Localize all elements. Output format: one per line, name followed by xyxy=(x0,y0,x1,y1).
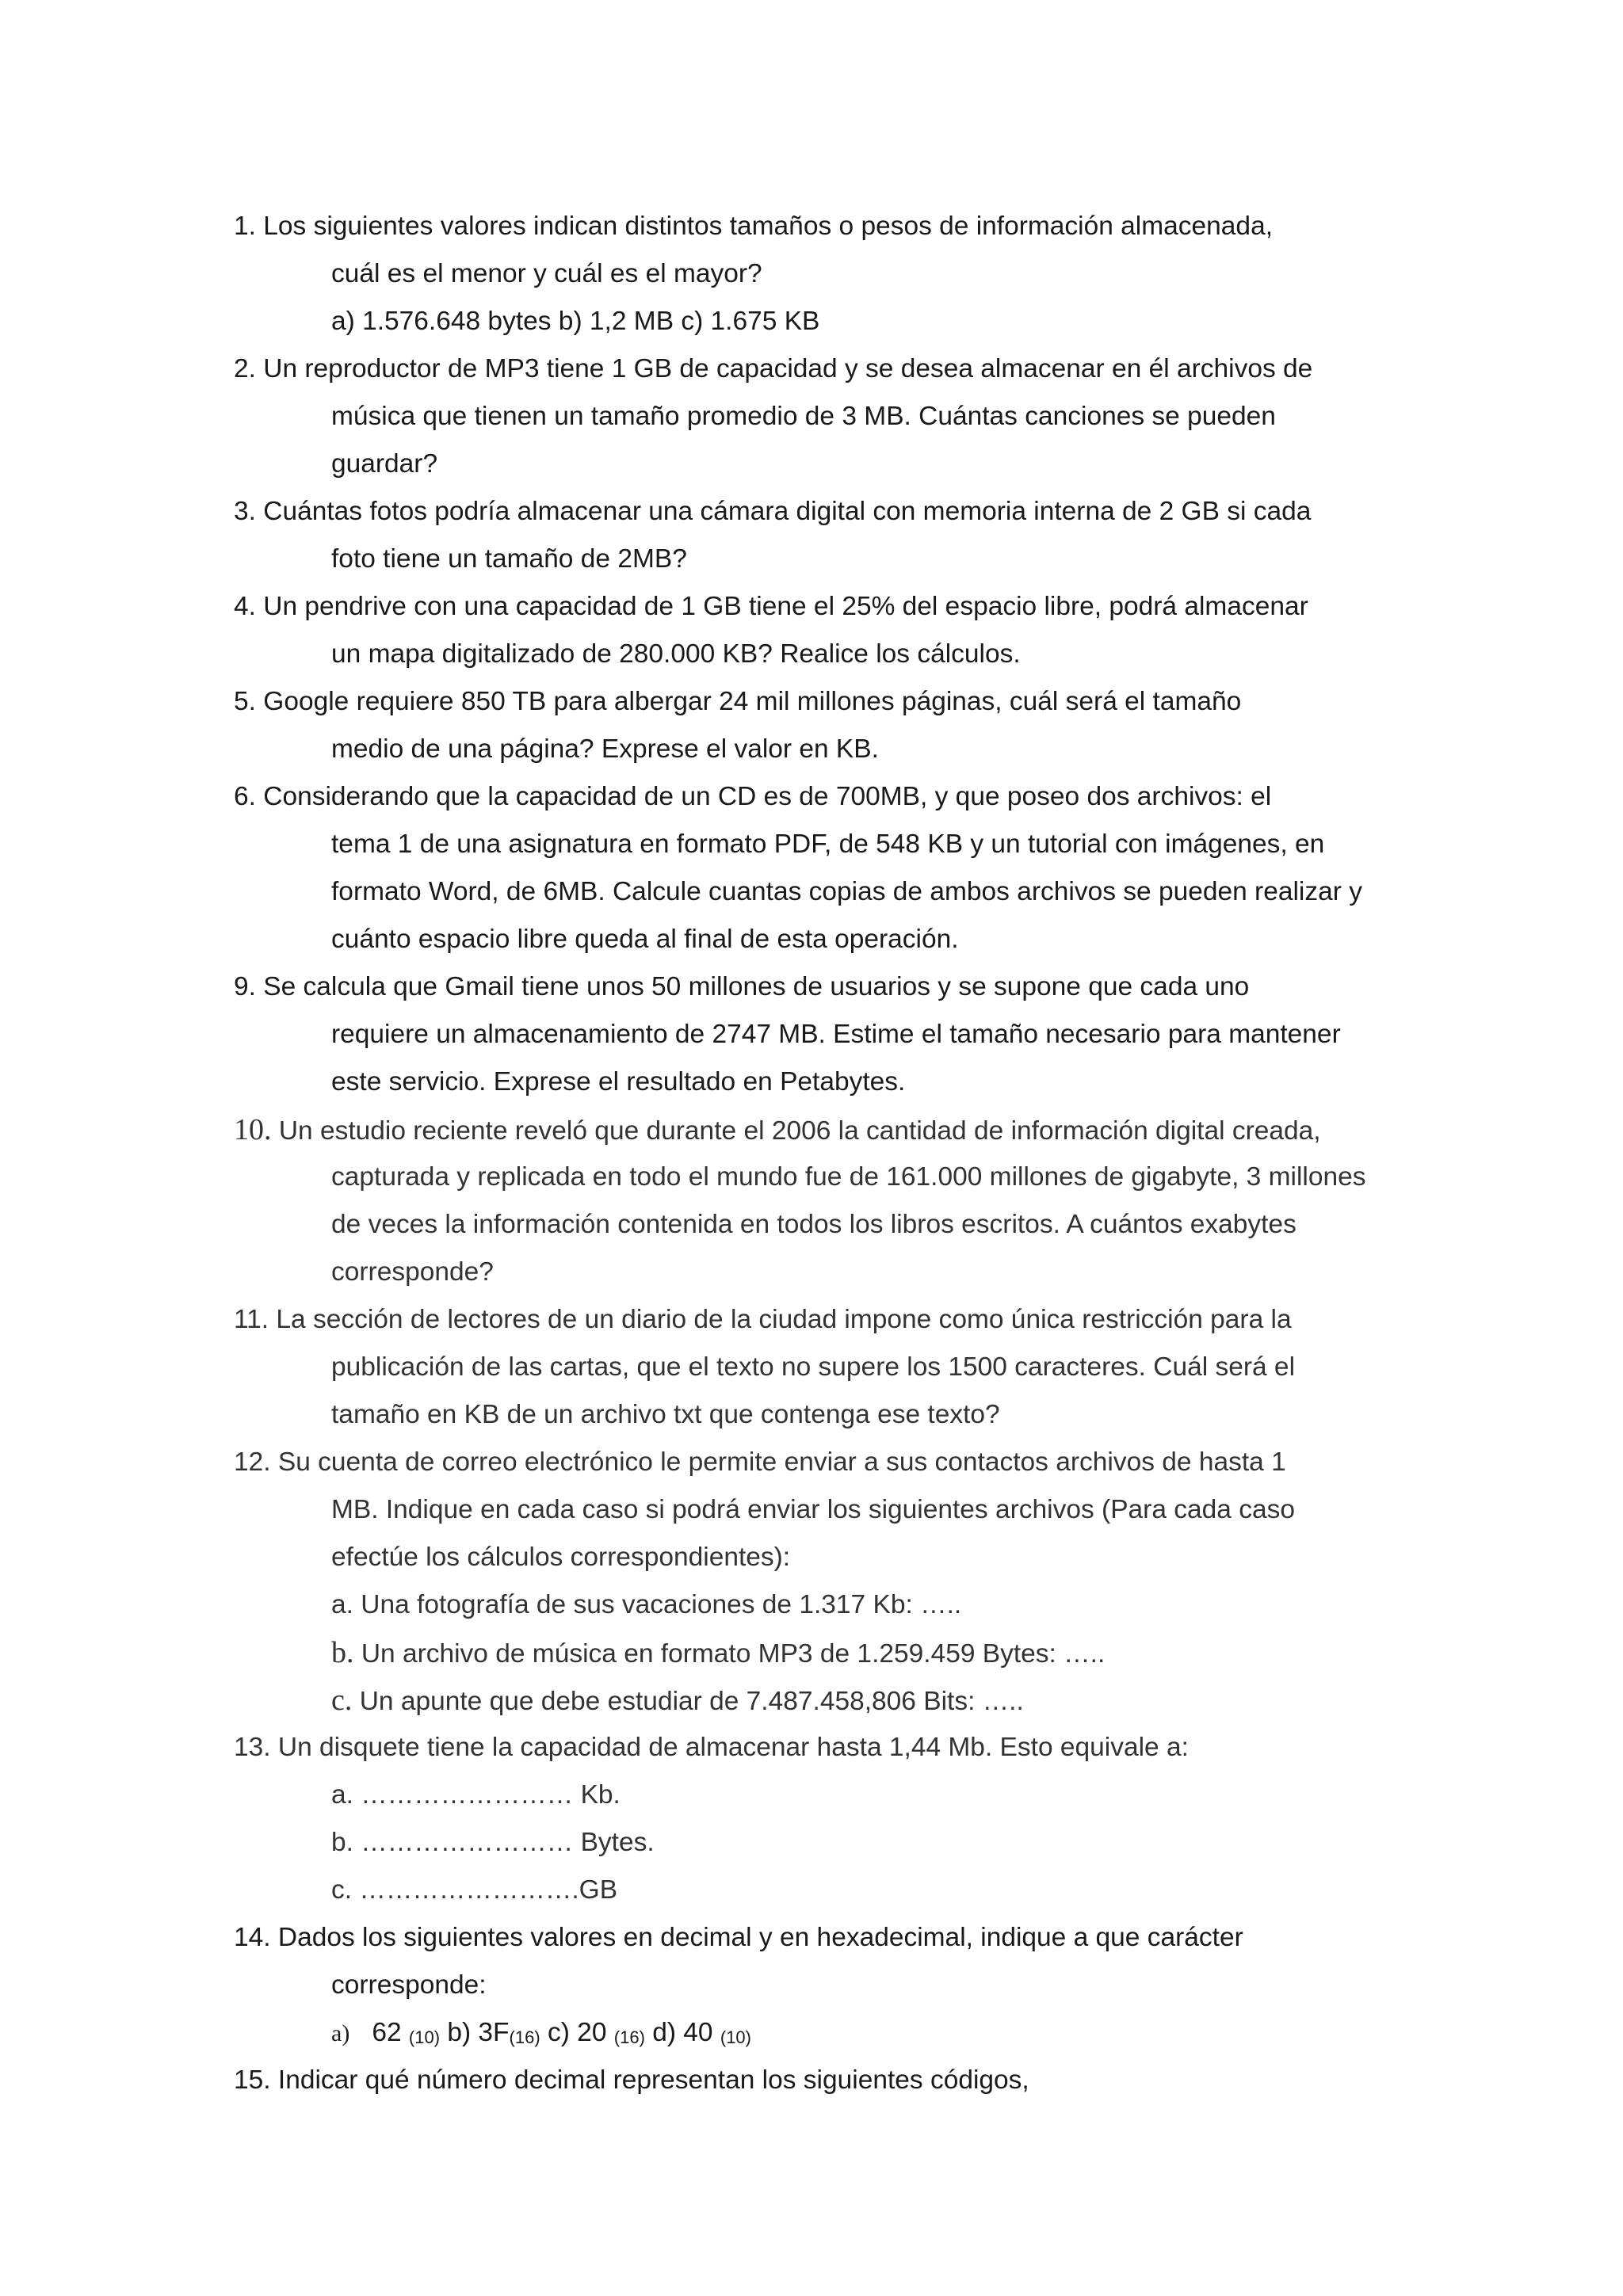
q12-line-2: MB. Indique en cada caso si podrá enviar los siguientes archivos (Para cada caso xyxy=(331,1495,1295,1524)
q14-line-2: corresponde: xyxy=(331,1970,487,2000)
q12-number: 12. xyxy=(234,1447,271,1477)
q13-option-a xyxy=(234,1772,1438,1819)
q15-text: Indicar qué número decimal representan los siguientes códigos, xyxy=(277,2065,1029,2095)
q15-line-1 xyxy=(234,2057,1438,2104)
q14-value-1: 62 xyxy=(372,2018,402,2047)
q12-option-a-letter: a. xyxy=(331,1590,353,1619)
q14-base-2: (16) xyxy=(509,2027,540,2047)
q14-line-1 xyxy=(234,1914,1438,1962)
q11-number: 11. xyxy=(234,1305,269,1334)
q1-line-2: cuál es el menor y cuál es el mayor? xyxy=(331,259,762,288)
q5-text: Google requiere 850 TB para albergar 24 mil millones páginas, cuál será el tamaño xyxy=(263,687,1242,716)
q13-option-b-letter: b. xyxy=(331,1828,353,1857)
q14-values-letter: a) xyxy=(331,2020,350,2046)
q14-text: Dados los siguientes valores en decimal y en hexadecimal, indique a que carácter xyxy=(277,1923,1243,1952)
q2-text: Un reproductor de MP3 tiene 1 GB de capacidad y se desea almacenar en él archivos de xyxy=(263,354,1313,383)
q13-line-1 xyxy=(234,1724,1438,1772)
q13-option-c xyxy=(234,1867,1438,1914)
q12-line-3: efectúe los cálculos correspondientes): xyxy=(331,1543,791,1572)
q12-option-b-text: Un archivo de música en formato MP3 de 1.259.459 Bytes: ….. xyxy=(361,1639,1106,1669)
q10-text: Un estudio reciente reveló que durante el 2006 la cantidad de información digital creada, xyxy=(278,1116,1321,1146)
q14-value-4: d) 40 xyxy=(652,2018,713,2047)
q1-text: Los siguientes valores indican distintos tamaños o pesos de información almacenada, xyxy=(263,212,1274,241)
q4-line-2: un mapa digitalizado de 280.000 KB? Realice los cálculos. xyxy=(331,639,1021,669)
q9-number: 9. xyxy=(234,972,256,1001)
q12-option-a xyxy=(234,1581,1438,1629)
q3-line-2: foto tiene un tamaño de 2MB? xyxy=(331,544,687,574)
q13-option-a-letter: a. xyxy=(331,1780,353,1810)
q15-number: 15. xyxy=(234,2065,271,2095)
q13-option-b xyxy=(234,1819,1438,1867)
q6-text: Considerando que la capacidad de un CD es de 700MB, y que poseo dos archivos: el xyxy=(263,782,1272,811)
q11-line-3: tamaño en KB de un archivo txt que contenga ese texto? xyxy=(331,1400,1000,1429)
q4-number: 4. xyxy=(234,592,256,621)
q14-values-line xyxy=(234,2009,1438,2057)
q9-text: Se calcula que Gmail tiene unos 50 millones de usuarios y se supone que cada uno xyxy=(263,972,1250,1001)
q5-line-1 xyxy=(234,678,1438,726)
q12-option-b-letter: b. xyxy=(331,1636,354,1669)
q11-line-1 xyxy=(234,1296,1438,1344)
q11-line-2: publicación de las cartas, que el texto no supere los 1500 caracteres. Cuál será el xyxy=(331,1352,1296,1382)
q14-base-1: (10) xyxy=(408,2027,441,2047)
q3-line-1 xyxy=(234,488,1438,536)
q14-value-2: b) 3F xyxy=(447,2018,510,2047)
q12-option-c-text: Un apunte que debe estudiar de 7.487.458,806 Bits: ….. xyxy=(359,1687,1024,1716)
q2-line-1 xyxy=(234,345,1438,393)
q9-line-1 xyxy=(234,963,1438,1011)
q6-number: 6. xyxy=(234,782,256,811)
q10-line-3: de veces la información contenida en todos los libros escritos. A cuántos exabytes xyxy=(331,1210,1296,1239)
q14-base-3: (16) xyxy=(613,2027,645,2047)
q13-option-c-letter: c. xyxy=(331,1875,353,1905)
q4-text: Un pendrive con una capacidad de 1 GB tiene el 25% del espacio libre, podrá almacenar xyxy=(263,592,1308,621)
q9-line-3: este servicio. Exprese el resultado en Petabytes. xyxy=(331,1067,906,1097)
document-page xyxy=(234,203,1438,2104)
q3-number: 3. xyxy=(234,497,256,526)
q13-text: Un disquete tiene la capacidad de almacenar hasta 1,44 Mb. Esto equivale a: xyxy=(277,1733,1189,1762)
q1-line-1 xyxy=(234,203,1438,250)
q14-number: 14. xyxy=(234,1923,271,1952)
q6-line-1 xyxy=(234,773,1438,821)
q14-base-4: (10) xyxy=(720,2027,751,2047)
q5-number: 5. xyxy=(234,687,256,716)
q1-number: 1. xyxy=(234,212,256,241)
q6-line-4: cuánto espacio libre queda al final de esta operación. xyxy=(331,925,959,954)
q12-option-b xyxy=(234,1629,1438,1676)
q12-text: Su cuenta de correo electrónico le permite enviar a sus contactos archivos de hasta 1 xyxy=(277,1447,1286,1477)
q6-line-3: formato Word, de 6MB. Calcule cuantas copias de ambos archivos se pueden realizar y xyxy=(331,877,1362,906)
q13-number: 13. xyxy=(234,1733,271,1762)
q10-line-4: corresponde? xyxy=(331,1257,494,1287)
q10-line-1 xyxy=(234,1106,1438,1154)
q12-option-a-text: Una fotografía de sus vacaciones de 1.317 Kb: ….. xyxy=(361,1590,962,1619)
q13-option-c-text: …………………….GB xyxy=(359,1875,618,1905)
q14-value-3: c) 20 xyxy=(547,2018,607,2047)
q3-text: Cuántas fotos podría almacenar una cámara digital con memoria interna de 2 GB si cada xyxy=(263,497,1312,526)
q4-line-1 xyxy=(234,583,1438,631)
q12-option-c xyxy=(234,1676,1438,1724)
q2-line-2: música que tienen un tamaño promedio de 3 MB. Cuántas canciones se pueden xyxy=(331,402,1276,431)
q13-option-a-text: …………………… Kb. xyxy=(361,1780,621,1810)
q9-line-2: requiere un almacenamiento de 2747 MB. Estime el tamaño necesario para mantener xyxy=(331,1020,1341,1049)
q2-number: 2. xyxy=(234,354,256,383)
q13-option-b-text: …………………… Bytes. xyxy=(361,1828,655,1857)
q5-line-2: medio de una página? Exprese el valor en KB. xyxy=(331,734,879,764)
q12-line-1 xyxy=(234,1439,1438,1486)
q6-line-2: tema 1 de una asignatura en formato PDF, de 548 KB y un tutorial con imágenes, en xyxy=(331,830,1325,859)
q1-line-3: a) 1.576.648 bytes b) 1,2 MB c) 1.675 KB xyxy=(331,307,820,336)
q12-option-c-letter: c. xyxy=(331,1684,353,1717)
q2-line-3: guardar? xyxy=(331,449,438,479)
q11-text: La sección de lectores de un diario de la ciudad impone como única restricción para la xyxy=(276,1305,1292,1334)
q10-number: 10. xyxy=(234,1113,272,1146)
q10-line-2: capturada y replicada en todo el mundo fue de 161.000 millones de gigabyte, 3 millones xyxy=(331,1162,1366,1192)
